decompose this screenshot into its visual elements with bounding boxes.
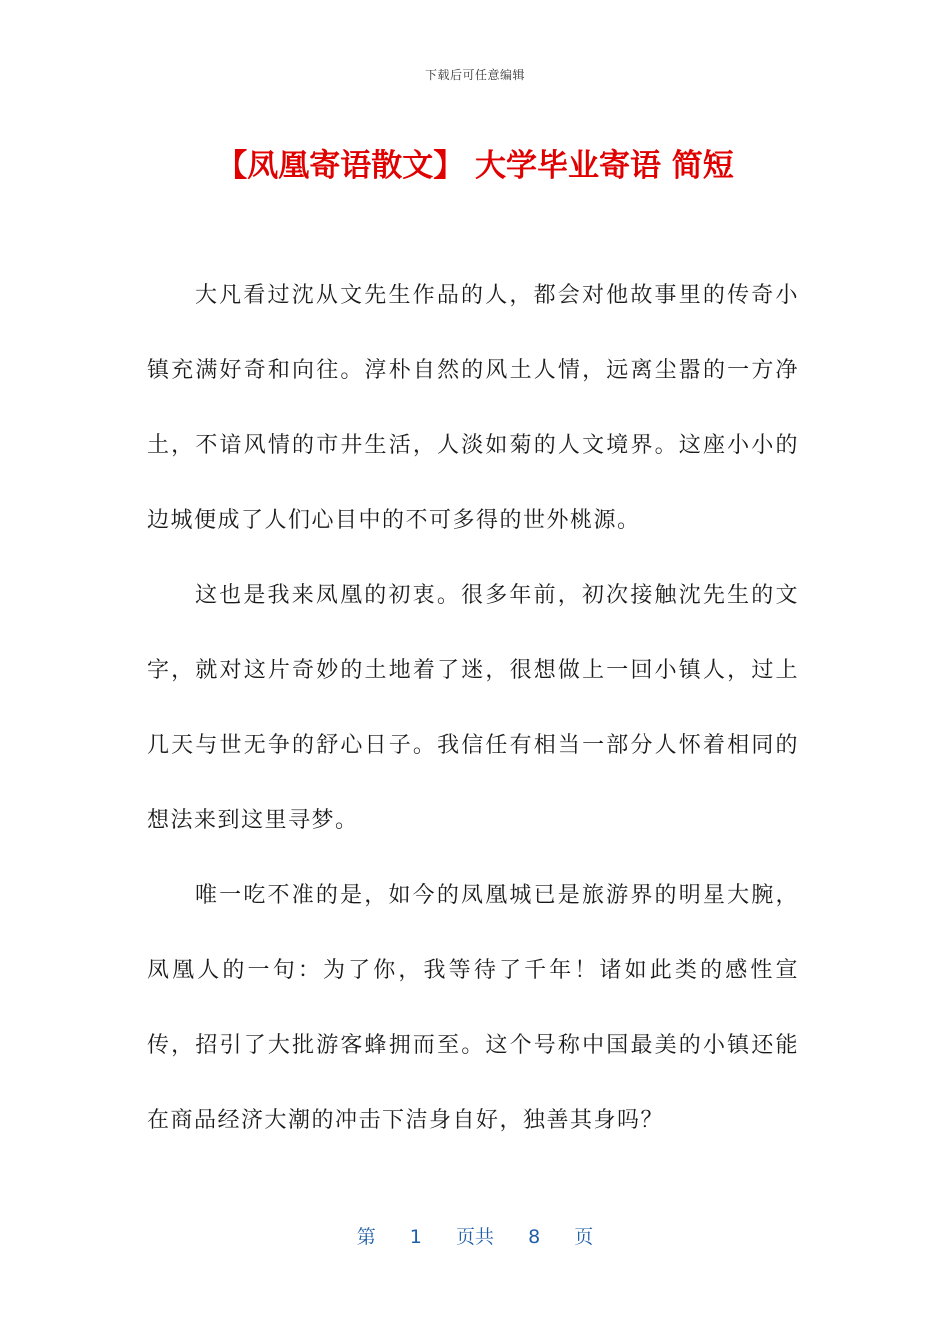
- header-note: 下载后可任意编辑: [424, 68, 525, 82]
- page-total: 8: [528, 1226, 541, 1248]
- page-middle: 页共: [455, 1226, 494, 1248]
- document-title: 【凤凰寄语散文】 大学毕业寄语 简短: [216, 148, 734, 184]
- page-current: 1: [409, 1226, 422, 1248]
- page-number-footer: [0, 1222, 950, 1249]
- document-body: [147, 258, 799, 1158]
- paragraph-1: 大凡看过沈从文先生作品的人，都会对他故事里的传奇小镇充满好奇和向往。淳朴自然的风土人情，远离尘嚣的一方净土，不谙风情的市井生活，人淡如菊的人文境界。这座小小的边城便成了人们心目中的不可多得的世外桃源。: [147, 283, 799, 533]
- paragraph-3: 唯一吃不准的是，如今的凤凰城已是旅游界的明星大腕，凤凰人的一句：为了你，我等待了千年！诸如此类的感性宣传，招引了大批游客蜂拥而至。这个号称中国最美的小镇还能在商品经济大潮的冲击下洁身自好，独善其身吗？: [147, 883, 799, 1133]
- page-suffix: 页: [574, 1226, 594, 1248]
- paragraph-2: 这也是我来凤凰的初衷。很多年前，初次接触沈先生的文字，就对这片奇妙的土地着了迷，很想做上一回小镇人，过上几天与世无争的舒心日子。我信任有相当一部分人怀着相同的想法来到这里寻梦。: [147, 583, 799, 833]
- page-prefix: 第: [356, 1226, 376, 1248]
